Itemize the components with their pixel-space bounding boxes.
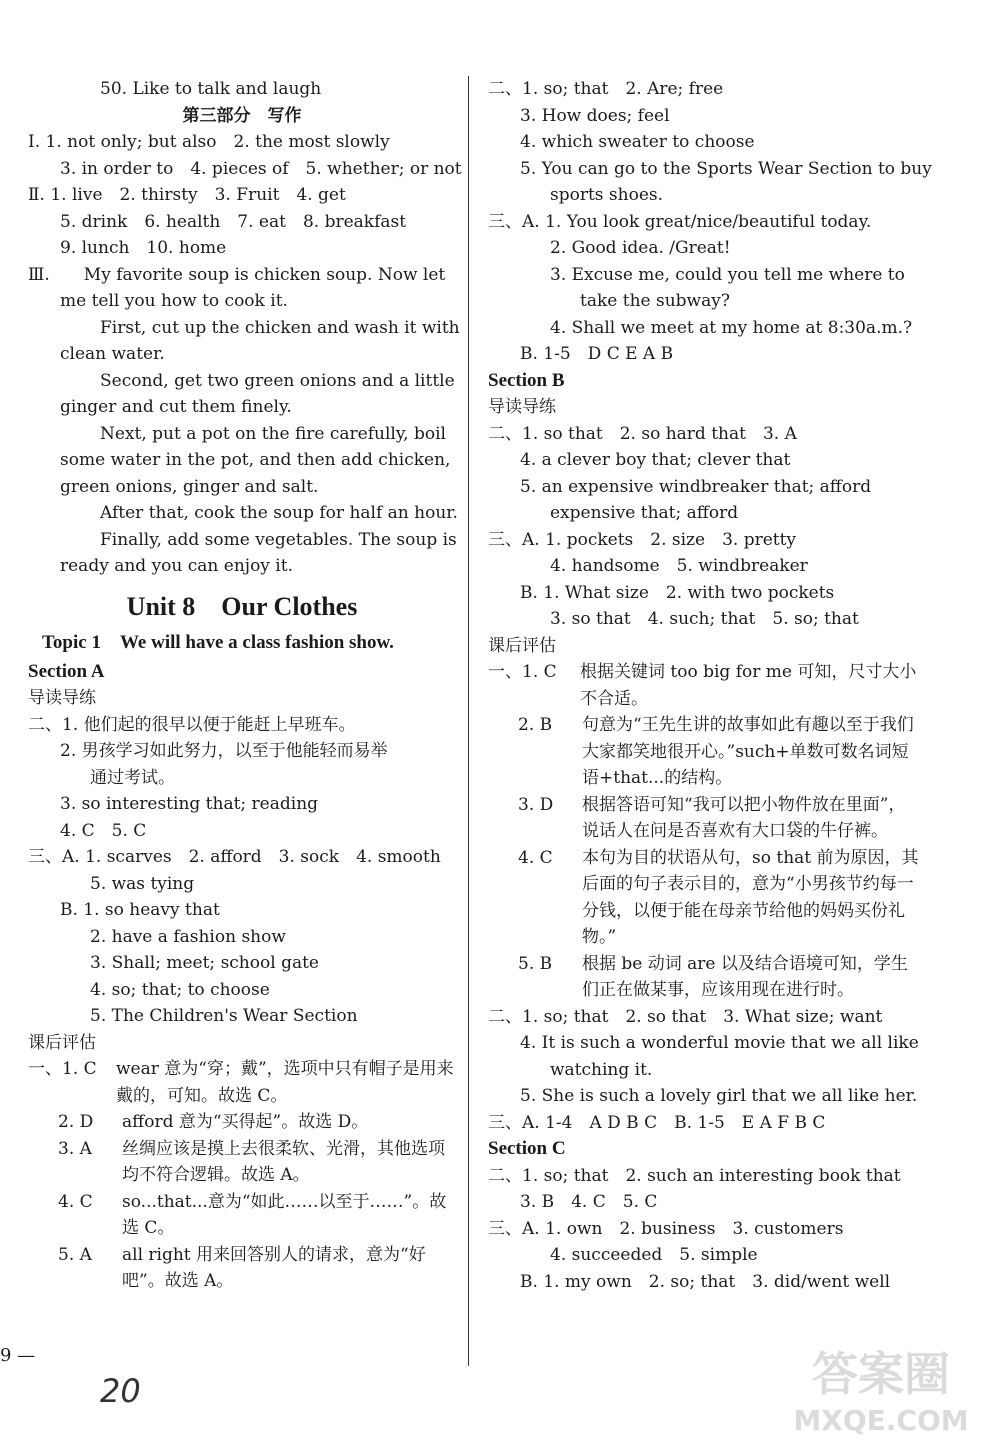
answer-line: 三、A. 1. You look great/nice/beautiful today. (488, 211, 872, 232)
explanation-item (488, 712, 922, 792)
unit-title: Unit 8 Our Clothes (126, 591, 358, 621)
explanation-text: 丝绸应该是摸上去很柔软、光滑，其他选项均不符合逻辑。故选 A。 (122, 1138, 445, 1185)
answer-line: take the subway? (580, 291, 730, 311)
answer-line: 3. in order to 4. pieces of 5. whether; or not (60, 158, 462, 179)
section-heading: Section C (488, 1138, 566, 1159)
answer-line: 二、1. so; that 2. so that 3. What size; want (488, 1006, 883, 1027)
answer-line: 3. so interesting that; reading (60, 794, 319, 814)
watermark-text-url: MXQE.COM (793, 1404, 969, 1437)
explanation-text: 根据关键词 too big for me 可知，尺寸大小不合适。 (580, 662, 917, 709)
answer-line: 5. The Children's Wear Section (90, 1006, 358, 1026)
subsection-heading: 课后评估 (28, 1032, 96, 1053)
subsection-heading: 导读导练 (28, 688, 96, 708)
answer-line: 2. have a fashion show (90, 926, 286, 947)
explanation-text: 本句为目的状语从句，so that 前为原因，其后面的句子表示目的，意为“小男孩节约每一分钱，以便于能在母亲节给他的妈妈买份礼物。” (582, 847, 919, 947)
answer-line: B. 1-5 D C E A B (520, 344, 674, 364)
answer-key: 3. A (58, 1138, 92, 1159)
answer-line: 3. How does; feel (520, 105, 670, 126)
explanation-text: 句意为“王先生讲的故事如此有趣以至于我们大家都笑地很开心。”such+单数可数名词短语+that...的结构。 (582, 715, 914, 788)
answer-line: 5. You can go to the Sports Wear Section to buy (520, 158, 932, 179)
answer-line: expensive that; afford (550, 503, 739, 523)
answer-line: Ⅱ. 1. live 2. thirsty 3. Fruit 4. get (28, 185, 346, 205)
answer-key: 一、1. C (28, 1059, 97, 1079)
answer-key: 4. C (58, 1191, 93, 1212)
essay-line: After that, cook the soup for half an hour. (100, 503, 458, 523)
explanation-text: 根据 be 动词 are 以及结合语境可知，学生们正在做某事，应该用现在进行时。 (582, 953, 908, 1000)
answer-line: 5. She is such a lovely girl that we all like her. (520, 1086, 918, 1106)
answer-key: 4. C (518, 847, 553, 868)
subsection-heading: 课后评估 (488, 635, 556, 656)
explanation-item (28, 1136, 456, 1189)
answer-line: Ⅰ. 1. not only; but also 2. the most slowly (28, 132, 390, 152)
watermark-logo (766, 1332, 996, 1442)
explanation-item (28, 1109, 456, 1136)
explanation-item (488, 951, 922, 1004)
answer-line: sports shoes. (550, 185, 664, 205)
answer-key: 2. B (518, 715, 553, 735)
answer-line: 9. lunch 10. home (60, 238, 227, 258)
handwritten-note: 20 (100, 1372, 141, 1410)
answer-line: B. 1. my own 2. so; that 3. did/went well (520, 1271, 891, 1292)
answer-line: 二、1. so; that 2. Are; free (488, 79, 724, 99)
essay-line: clean water. (60, 344, 165, 364)
explanation-text: wear 意为“穿；戴”，选项中只有帽子是用来戴的，可知。故选 C。 (116, 1059, 454, 1106)
answer-line: 三、A. 1. own 2. business 3. customers (488, 1218, 844, 1239)
answer-line: B. 1. What size 2. with two pockets (520, 582, 835, 603)
essay-line: Finally, add some vegetables. The soup is (100, 529, 457, 550)
answer-line: 通过考试。 (90, 767, 175, 788)
part-heading: 第三部分 写作 (182, 105, 302, 126)
explanation-text: afford 意为“买得起”。故选 D。 (122, 1112, 369, 1132)
answer-key: 5. B (518, 953, 553, 974)
essay-line: Ⅲ. My favorite soup is chicken soup. Now let (28, 264, 446, 285)
answer-line: 3. B 4. C 5. C (520, 1192, 658, 1212)
answer-line: 50. Like to talk and laugh (100, 79, 322, 99)
answer-key: 一、1. C (488, 662, 557, 682)
answer-line: 4. It is such a wonderful movie that we all like (520, 1033, 919, 1053)
answer-line: 2. 男孩学习如此努力，以至于他能轻而易举 (60, 741, 388, 761)
answer-line: 5. drink 6. health 7. eat 8. breakfast (60, 211, 407, 232)
answer-line: 3. so that 4. such; that 5. so; that (550, 609, 859, 629)
essay-line: Second, get two green onions and a little (100, 370, 455, 391)
answer-line: 5. was tying (90, 873, 195, 894)
section-heading: Section B (488, 369, 565, 391)
essay-line: me tell you how to cook it. (60, 291, 288, 311)
page-number: 9 — (0, 1345, 36, 1366)
answer-line: 4. so; that; to choose (90, 979, 270, 1000)
explanation-item (488, 845, 922, 951)
left-column (28, 76, 462, 1295)
answer-line: B. 1. so heavy that (60, 900, 220, 920)
explanation-item (488, 792, 922, 845)
answer-line: 二、1. 他们起的很早以便于能赶上早班车。 (28, 714, 356, 735)
topic-title: Topic 1 We will have a class fashion show. (42, 632, 394, 653)
answer-line: 三、A. 1. scarves 2. afford 3. sock 4. smooth (28, 847, 441, 867)
answer-key: 2. D (58, 1112, 94, 1132)
watermark-text-cn: 答案圈 (812, 1347, 950, 1401)
essay-line: ginger and cut them finely. (60, 397, 292, 417)
essay-line: green onions, ginger and salt. (60, 476, 319, 497)
explanation-item (28, 1189, 456, 1242)
essay-line: First, cut up the chicken and wash it with (100, 317, 460, 338)
answer-line: 三、A. 1. pockets 2. size 3. pretty (488, 529, 797, 550)
answer-line: 4. handsome 5. windbreaker (550, 556, 808, 576)
essay-line: some water in the pot, and then add chicken, (60, 450, 451, 470)
answer-line: 4. succeeded 5. simple (550, 1245, 758, 1265)
answer-line: 二、1. so that 2. so hard that 3. A (488, 423, 797, 444)
answer-line: 5. an expensive windbreaker that; afford (520, 476, 872, 497)
explanation-text: 根据答语可知“我可以把小物件放在里面”，说话人在问是否喜欢有大口袋的牛仔裤。 (582, 794, 906, 841)
explanation-text: all right 用来回答别人的请求，意为“好吧”。故选 A。 (122, 1244, 426, 1291)
explanation-item (488, 659, 922, 712)
answer-key: 5. A (58, 1244, 92, 1265)
answer-key: 3. D (518, 794, 554, 815)
explanation-text: so...that...意为“如此……以至于……”。故选 C。 (122, 1191, 447, 1238)
answer-line: 4. C 5. C (60, 820, 147, 841)
answer-line: 二、1. so; that 2. such an interesting book that (488, 1165, 901, 1186)
answer-line: 2. Good idea. /Great! (550, 238, 731, 258)
answer-line: 4. Shall we meet at my home at 8:30a.m.? (550, 317, 913, 338)
answer-line: watching it. (550, 1059, 653, 1080)
essay-line: Next, put a pot on the fire carefully, boil (100, 423, 446, 444)
explanation-item (28, 1056, 456, 1109)
explanation-item (28, 1242, 456, 1295)
answer-line: 3. Excuse me, could you tell me where to (550, 264, 905, 285)
essay-line: ready and you can enjoy it. (60, 556, 293, 576)
answer-line: 三、A. 1-4 A D B C B. 1-5 E A F B C (488, 1112, 826, 1133)
answer-line: 4. which sweater to choose (520, 132, 755, 152)
subsection-heading: 导读导练 (488, 397, 556, 417)
column-divider (468, 76, 469, 1366)
right-column (488, 76, 932, 1295)
section-heading: Section A (28, 660, 105, 682)
answer-line: 4. a clever boy that; clever that (520, 450, 791, 470)
answer-line: 3. Shall; meet; school gate (90, 953, 319, 973)
